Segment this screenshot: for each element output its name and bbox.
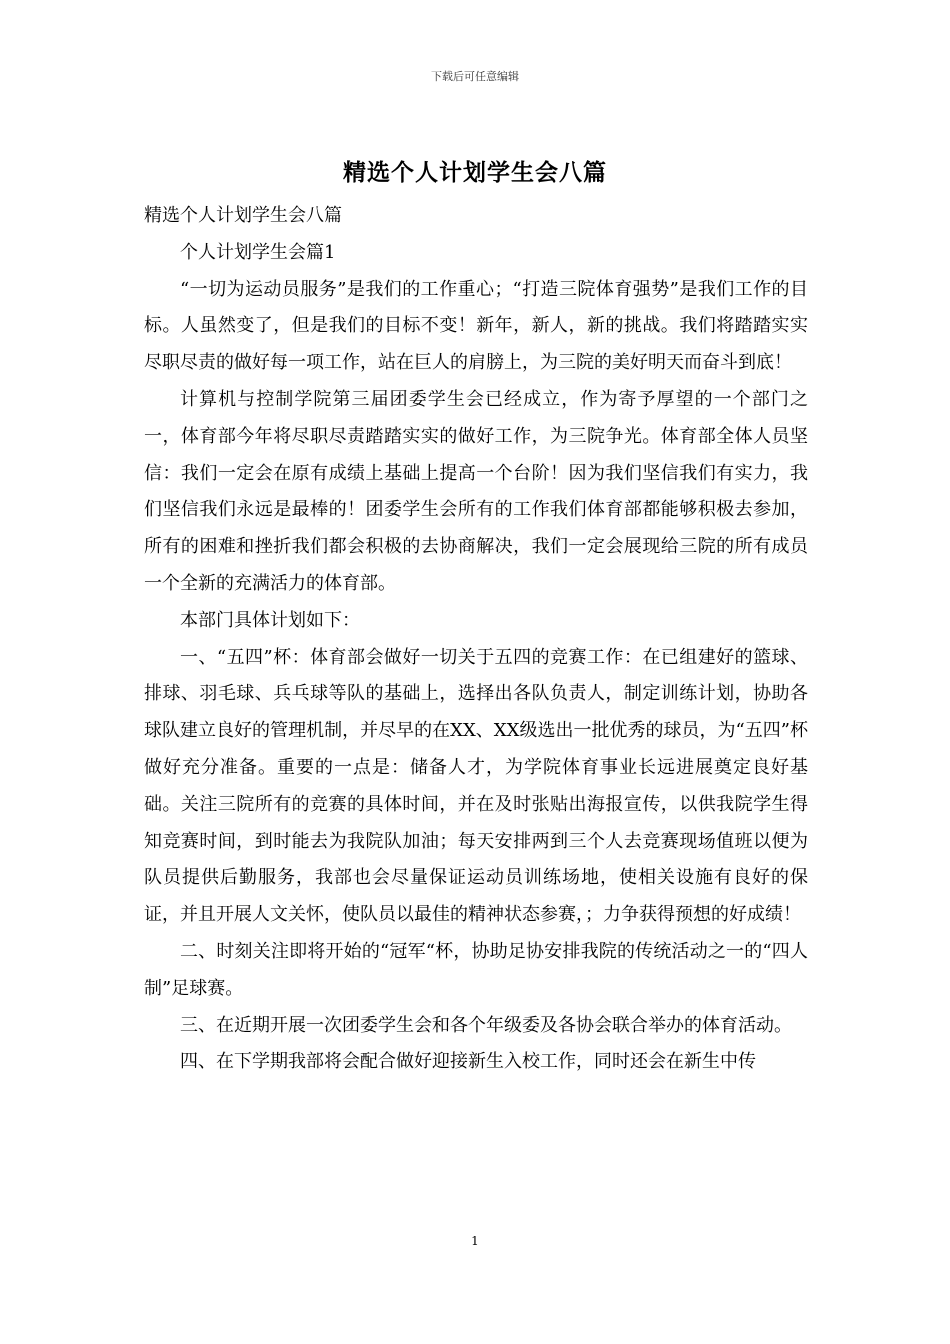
paragraph: 三、在近期开展一次团委学生会和各个年级委及各协会联合举办的体育活动。 [180, 1014, 792, 1036]
paragraph: 计算机与控制学院第三届团委学生会已经成立，作为寄予厚望的一个部门之一，体育部今年将尽职尽责踏踏实实的做好工作，为三院争光。体育部全体人员坚信：我们一定会在原有成绩上基础上提高一个台阶！因为我们坚信我们有实力，我们坚信我们永远是最棒的！团委学生会所有的工作我们体育部都能够积极去参加，所有的困难和挫折我们都会积极的去协商解决，我们一定会展现给三院的所有成员一个全新的充满活力的体育部。 [144, 388, 808, 594]
header-note: 下载后可任意编辑 [431, 70, 519, 83]
paragraph: “一切为运动员服务”是我们的工作重心；“打造三院体育强势”是我们工作的目标。人虽然变了，但是我们的目标不变！新年，新人，新的挑战。我们将踏踏实实尽职尽责的做好每一项工作，站在巨人的肩膀上，为三院的美好明天而奋斗到底！ [144, 278, 808, 374]
document-title: 精选个人计划学生会八篇 [343, 160, 607, 186]
document-body [144, 198, 808, 1081]
paragraph: 四、在下学期我部将会配合做好迎接新生入校工作，同时还会在新生中传 [180, 1051, 756, 1073]
paragraph: 本部门具体计划如下： [180, 609, 360, 631]
paragraph-subtitle: 精选个人计划学生会八篇 [144, 205, 342, 226]
page-number: 1 [471, 1234, 479, 1248]
paragraph: 一、“五四”杯：体育部会做好一切关于五四的竞赛工作：在已组建好的篮球、排球、羽毛球、兵乓球等队的基础上，选择出各队负责人，制定训练计划，协助各球队建立良好的管理机制，并尽早的在XX、XX级选出一批优秀的球员，为“五四”杯做好充分准备。重要的一点是：储备人才，为学院体育事业长远进展奠定良好基础。关注三院所有的竞赛的具体时间，并在及时张贴出海报宣传，以供我院学生得知竞赛时间，到时能去为我院队加油；每天安排两到三个人去竞赛现场值班以便为队员提供后勤服务，我部也会尽量保证运动员训练场地，使相关设施有良好的保证，并且开展人文关怀，使队员以最佳的精神状态参赛，；力争获得预想的好成绩！ [144, 646, 808, 926]
paragraph: 二、时刻关注即将开始的“冠军“杯，协助足协安排我院的传统活动之一的“四人制”足球赛。 [144, 940, 808, 999]
paragraph-section-heading: 个人计划学生会篇1 [180, 241, 336, 263]
